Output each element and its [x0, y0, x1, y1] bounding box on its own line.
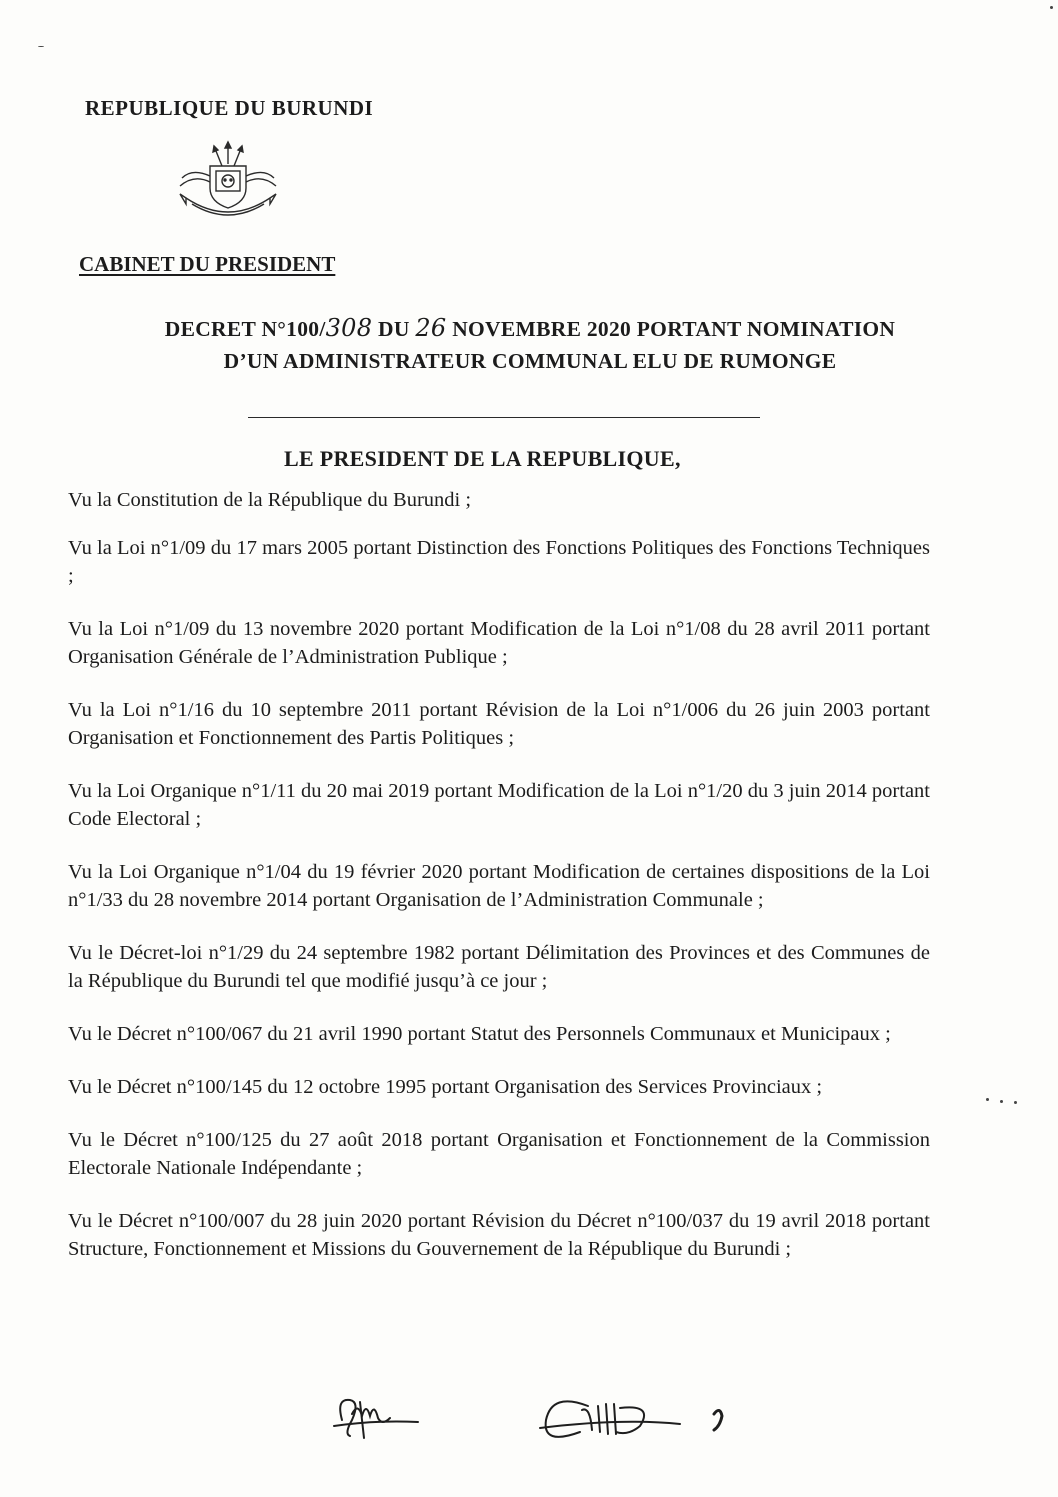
scan-speck	[986, 1098, 989, 1101]
cabinet-heading: CABINET DU PRESIDENT	[79, 252, 336, 276]
considerant-item: Vu la Loi n°1/09 du 17 mars 2005 portant Distinction des Fonctions Politiques des Fonctions Techniques ;	[68, 537, 930, 587]
considerant-item: Vu la Constitution de la République du Burundi ;	[68, 489, 472, 511]
decree-title-line-2: D’UN ADMINISTRATEUR COMMUNAL ELU DE RUMONGE	[223, 349, 837, 373]
scan-speck	[38, 46, 44, 47]
decree-prefix: DECRET N°100/	[164, 317, 326, 341]
considerants-list	[68, 486, 930, 1288]
considerant-item: Vu la Loi n°1/16 du 10 septembre 2011 portant Révision de la Loi n°1/006 du 26 juin 2003 portant Organisation et Fonctionnement des Partis Politiques ;	[68, 699, 930, 749]
initials-signature-icon	[334, 1400, 418, 1438]
considerant-item: Vu le Décret n°100/067 du 21 avril 1990 portant Statut des Personnels Communaux et Municipaux ;	[68, 1023, 891, 1045]
considerant-item: Vu le Décret n°100/007 du 28 juin 2020 portant Révision du Décret n°100/037 du 19 avril 2018 portant Structure, Fonctionnement et Missions du Gouvernement de la République du Burundi ;	[68, 1210, 930, 1260]
signature-icon	[540, 1401, 680, 1437]
decree-title	[70, 312, 990, 377]
president-heading: LE PRESIDENT DE LA REPUBLIQUE,	[284, 446, 681, 471]
country-header: REPUBLIQUE DU BURUNDI	[85, 96, 374, 120]
considerant-item: Vu la Loi Organique n°1/11 du 20 mai 2019 portant Modification de la Loi n°1/20 du 3 juin 2014 portant Code Electoral ;	[68, 780, 930, 830]
decree-suffix: NOVEMBRE 2020 PORTANT NOMINATION	[452, 317, 896, 341]
considerant-item: Vu le Décret n°100/125 du 27 août 2018 portant Organisation et Fonctionnement de la Commission Electorale Nationale Indépendante ;	[68, 1129, 930, 1179]
decree-title-line-1	[70, 312, 990, 345]
scan-speck	[1014, 1101, 1017, 1104]
considerant-item: Vu la Loi n°1/09 du 13 novembre 2020 portant Modification de la Loi n°1/08 du 28 avril 2011 portant Organisation Générale de l’Administration Publique ;	[68, 618, 930, 668]
scan-speck	[1050, 6, 1053, 9]
considerant-item: Vu le Décret-loi n°1/29 du 24 septembre 1982 portant Délimitation des Provinces et des Communes de la République du Burundi tel que modifié jusqu’à ce jour ;	[68, 942, 930, 992]
title-divider	[248, 417, 760, 418]
considerant-item: Vu la Loi Organique n°1/04 du 19 février 2020 portant Modification de certaines dispositions de la Loi n°1/33 du 28 novembre 2014 portant Organisation de l’Administration Communale ;	[68, 861, 930, 911]
scan-speck	[1000, 1100, 1003, 1103]
decree-day-handwritten: 26	[415, 314, 447, 342]
mark-icon	[714, 1410, 722, 1430]
decree-mid: DU	[378, 317, 410, 341]
decree-number-handwritten: 308	[325, 314, 373, 342]
burundi-coat-of-arms-icon	[176, 140, 280, 224]
considerant-item: Vu le Décret n°100/145 du 12 octobre 1995 portant Organisation des Services Provinciaux ;	[68, 1076, 823, 1098]
signatures	[330, 1380, 750, 1450]
